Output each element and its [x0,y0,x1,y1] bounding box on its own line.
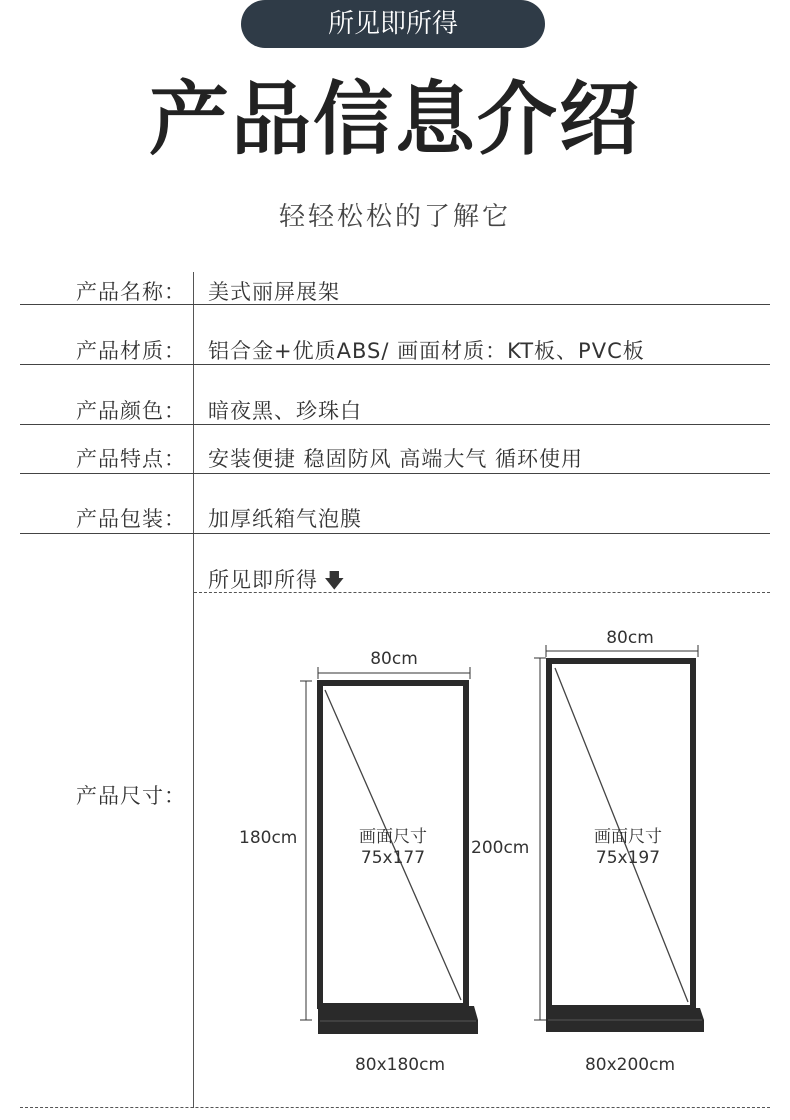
stand-200-height-label: 200cm [471,838,530,858]
row-value-color: 暗夜黑、珍珠白 [208,399,362,423]
row-label-name: 产品名称： [76,280,186,304]
stand-180-width-label: 80cm [370,649,418,669]
arrow-down-icon: 🡇 [324,568,346,592]
stand-180-screen-size: 75x177 [360,848,426,868]
stand-180-screen-label: 画面尺寸 [359,827,427,847]
row-label-color: 产品颜色： [76,399,186,423]
row-label-material: 产品材质： [76,339,186,363]
size-caption-text: 所见即所得 [208,568,318,592]
row-label-packaging: 产品包装： [76,507,186,531]
row-value-material: 铝合金+优质ABS/ 画面材质：KT板、PVC板 [208,339,645,363]
stand-200-screen-size: 75x197 [595,848,661,868]
row-value-name: 美式丽屏展架 [208,280,340,304]
row-value-packaging: 加厚纸箱气泡膜 [208,507,362,531]
page-subtitle: 轻轻松松的了解它 [278,202,511,232]
stand-180-height-label: 180cm [239,828,298,848]
stand-200-width-label: 80cm [606,628,654,648]
page-title: 产品信息介绍 [149,73,641,166]
row-value-features: 安装便捷 稳固防风 高端大气 循环使用 [208,447,584,471]
stand-200-size-caption: 80x200cm [584,1055,676,1075]
header-badge: 所见即所得 [241,0,545,48]
row-label-features: 产品特点： [76,447,186,471]
stand-180-size-caption: 80x180cm [354,1055,446,1075]
table-bottom-divider [20,1107,770,1108]
row-label-size: 产品尺寸： [76,784,186,808]
stand-200-screen-label: 画面尺寸 [594,827,662,847]
